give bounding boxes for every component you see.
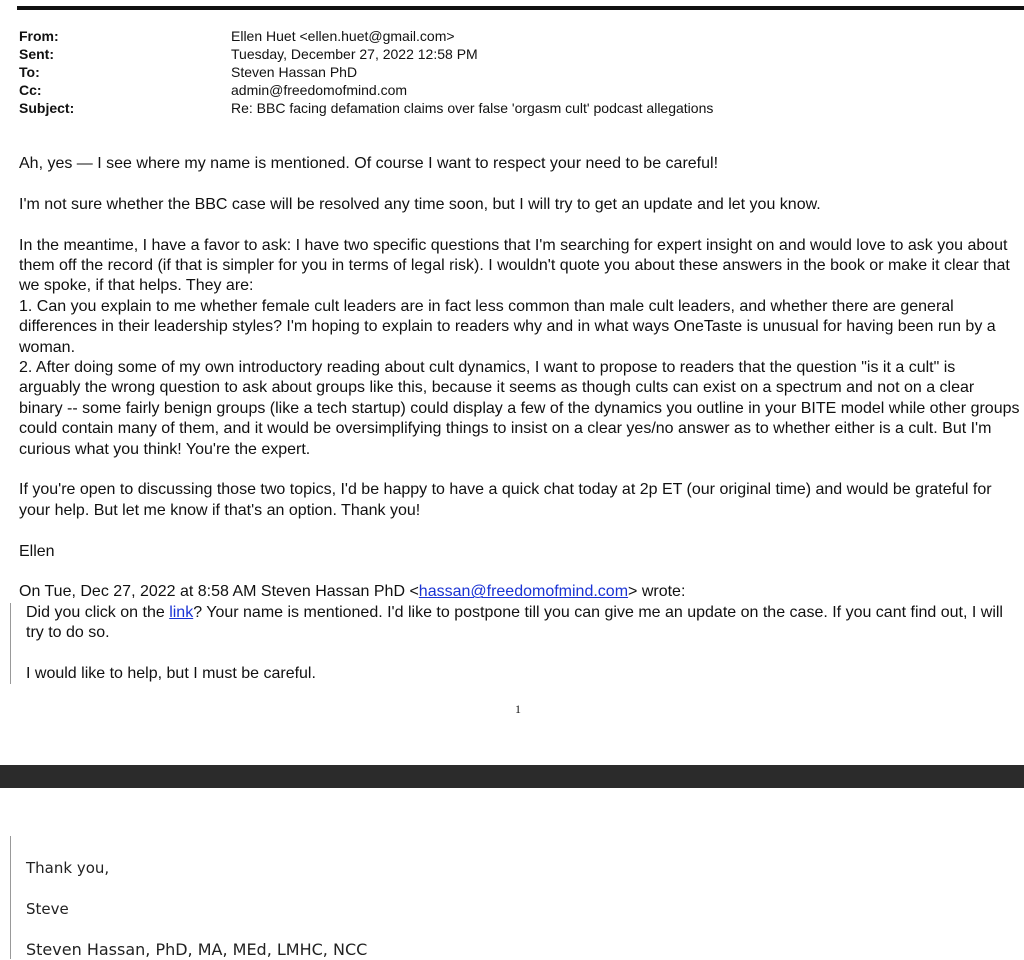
page-separator (0, 765, 1024, 788)
cc-label: Cc: (19, 82, 42, 98)
subject-value: Re: BBC facing defamation claims over false 'orgasm cult' podcast allegations (231, 100, 714, 116)
sent-row (19, 45, 713, 63)
to-value: Steven Hassan PhD (231, 64, 358, 80)
body-paragraph-4: If you're open to discussing those two topics, I'd be happy to have a quick chat today at 2p ET (our original time) and would be grateful for your help. But let me know if that's an option. Thank you! (19, 481, 992, 519)
signoff: Ellen (19, 542, 55, 560)
quoted-text: Did you click on the (26, 603, 170, 621)
thanks-line: Thank you, (26, 859, 110, 877)
to-label: To: (19, 64, 40, 80)
quoted-paragraph-2: I would like to help, but I must be careful. (26, 665, 316, 683)
question-2: 2. After doing some of my own introductory reading about cult dynamics, I want to propose to readers that the question "is it a cult" is arguably the wrong question to ask about groups like this, because it seems as though cults can exist on a spectrum and not on a clear binary -- some fairly benign groups (like a tech startup) could display a few of the dynamics you outline in your BITE model while other groups could contain many of them, and it would be oversimplifying things to insist on a clear yes/no answer as to whether either is a cult. But I'm curious what you think! You're the expert. (19, 359, 1020, 458)
from-row (19, 27, 713, 45)
quote-intro-text-end: > wrote: (628, 583, 686, 601)
subject-label: Subject: (19, 100, 75, 116)
body-paragraph-2: I'm not sure whether the BBC case will be resolved any time soon, but I will try to get an update and let you know. (19, 195, 821, 213)
quoted-paragraph-1 (26, 603, 1020, 644)
cc-value: admin@freedomofmind.com (231, 82, 408, 98)
page-number: 1 (515, 702, 521, 716)
email-link[interactable]: hassan@freedomofmind.com (418, 583, 629, 601)
sent-label: Sent: (19, 46, 54, 62)
sent-value: Tuesday, December 27, 2022 12:58 PM (231, 46, 478, 62)
question-1: 1. Can you explain to me whether female cult leaders are in fact less common than male cult leaders, and whether there are general differences in their leadership styles? I'm hoping to explain to readers why and in what ways OneTaste is unusual for having been run by a woman. (19, 297, 996, 356)
quoted-message (10, 603, 1020, 685)
email-header (19, 27, 713, 117)
quote-intro-text: On Tue, Dec 27, 2022 at 8:58 AM Steven Hassan PhD < (19, 583, 419, 601)
body-paragraph-3: In the meantime, I have a favor to ask: I have two specific questions that I'm searching for expert insight on and would love to ask you about them off the record (if that is simpler for you in terms of legal risk). I wouldn't quote you about these answers in the book or make it clear that we spoke, if that helps. They are: (19, 236, 1010, 295)
top-rule (17, 6, 1024, 10)
page-2-content (26, 858, 367, 960)
sender-first-name: Steve (26, 900, 69, 918)
quoted-text-end: ? Your name is mentioned. I'd like to postpone till you can give me an update on the case. If you cant find out, I will try to do so. (26, 603, 1003, 642)
email-body (19, 154, 1020, 684)
to-row (19, 63, 713, 81)
signature-name: Steven Hassan, PhD, MA, MEd, LMHC, NCC (26, 940, 368, 959)
page-2-quoted-block (10, 836, 1024, 959)
from-label: From: (19, 28, 59, 44)
body-paragraph-1: Ah, yes — I see where my name is mentioned. Of course I want to respect your need to be careful! (19, 155, 719, 172)
quoted-link[interactable]: link (169, 603, 194, 621)
from-value: Ellen Huet <ellen.huet@gmail.com> (231, 28, 455, 44)
cc-row (19, 81, 713, 99)
quote-intro (19, 582, 1020, 602)
subject-row (19, 99, 713, 117)
